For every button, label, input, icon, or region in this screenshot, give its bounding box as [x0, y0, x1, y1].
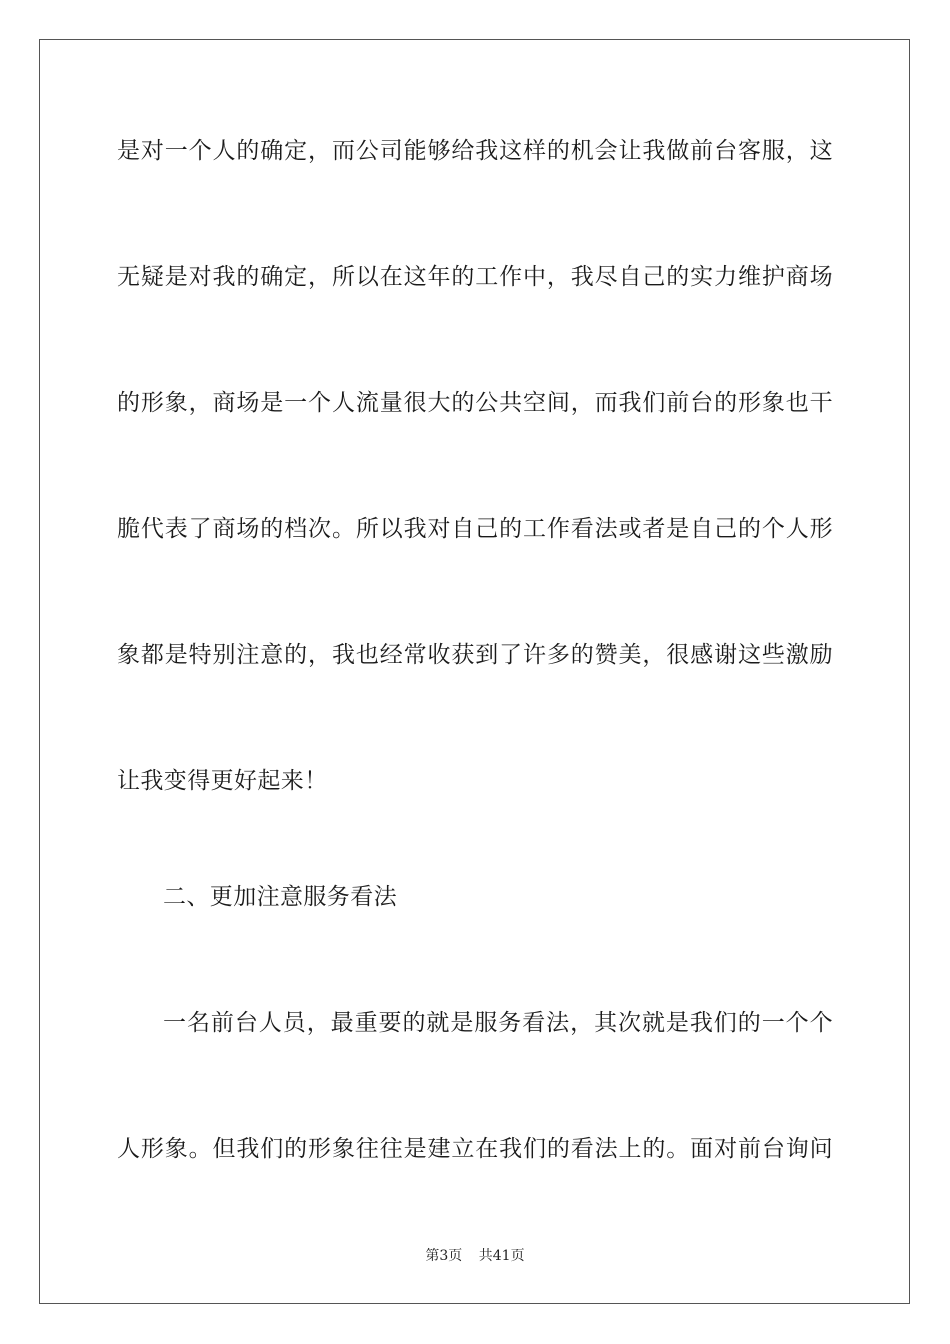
total-pages: 共41页	[478, 1248, 525, 1264]
paragraph-line: 象都是特别注意的，我也经常收获到了许多的赞美，很感谢这些激励	[117, 642, 833, 668]
paragraph-line: 脆代表了商场的档次。所以我对自己的工作看法或者是自己的个人形	[117, 516, 833, 542]
paragraph-line: 人形象。但我们的形象往往是建立在我们的看法上的。面对前台询问	[117, 1136, 833, 1162]
paragraph-line: 一名前台人员，最重要的就是服务看法，其次就是我们的一个个	[163, 1010, 833, 1036]
paragraph-line: 是对一个人的确定，而公司能够给我这样的机会让我做前台客服，这	[117, 138, 833, 164]
paragraph-line: 无疑是对我的确定，所以在这年的工作中，我尽自己的实力维护商场	[117, 264, 833, 290]
page-footer	[0, 1247, 950, 1265]
page-number: 第3页	[425, 1248, 463, 1264]
page-border	[39, 39, 910, 1304]
section-heading: 二、更加注意服务看法	[163, 884, 397, 910]
paragraph-line: 让我变得更好起来！	[117, 768, 328, 794]
paragraph-line: 的形象，商场是一个人流量很大的公共空间，而我们前台的形象也干	[117, 390, 833, 416]
